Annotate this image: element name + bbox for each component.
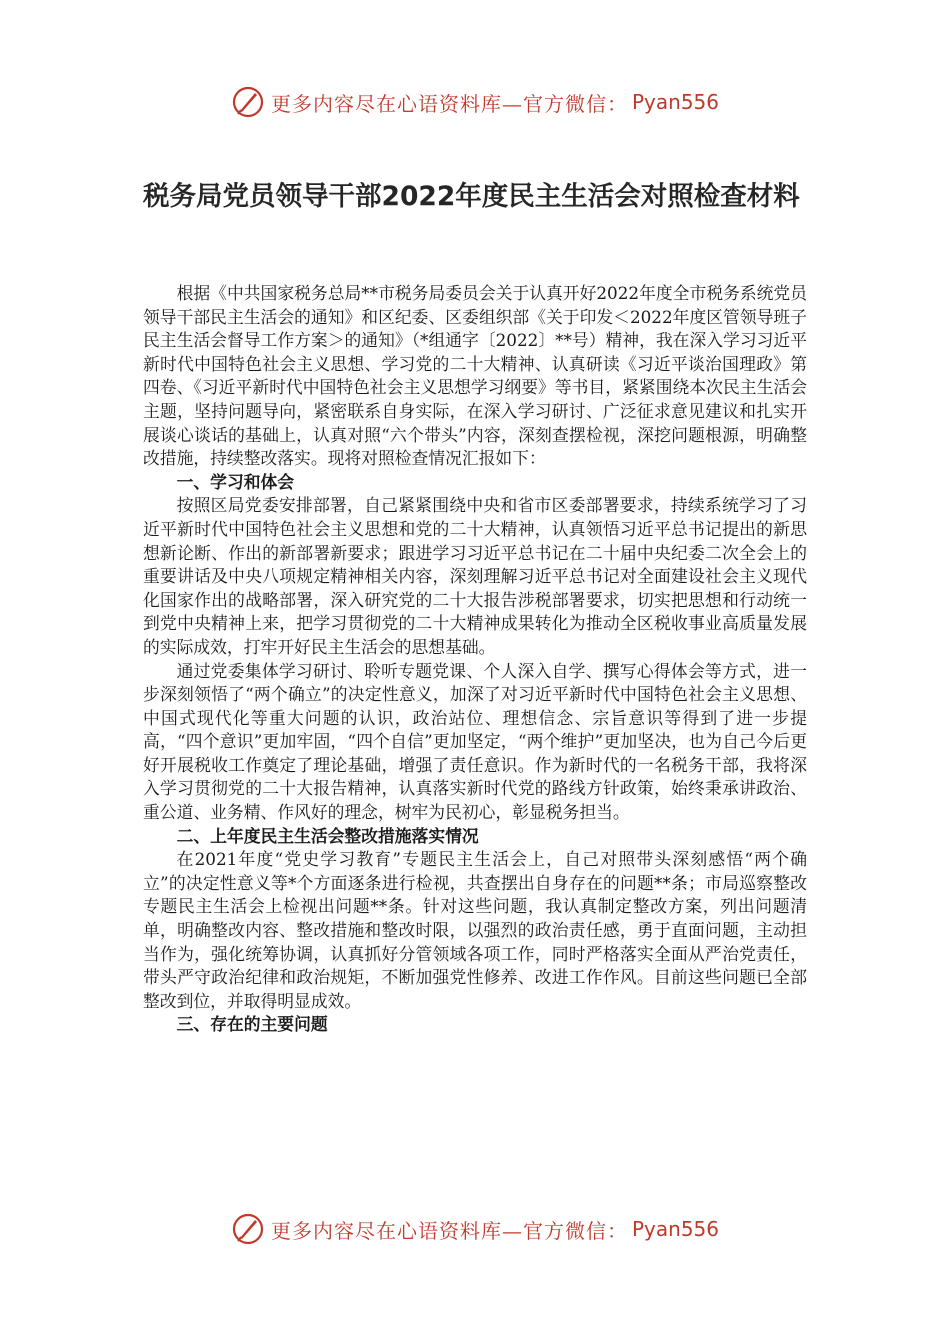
document-body <box>143 282 807 1037</box>
wechat-id: Pyan556 <box>631 90 719 114</box>
section-heading: 三、存在的主要问题 <box>176 1014 328 1035</box>
section-paragraph: 在2021年度“党史学习教育”专题民主生活会上，自己对照带头深刻感悟“两个确立”的决定性意义等*个方面逐条进行检视，共查摆出自身存在的问题**条；市局巡察整改专题民主生活会上检视出问题**条。针对这些问题，我认真制定整改方案，列出问题清单，明确整改内容、整改措施和整改时限，以强烈的政治责任感，勇于直面问题，主动担当作为，强化统筹协调，认真抓好分管领域各项工作，同时严格落实全面从严治党责任，带头严守政治纪律和政治规矩，不断加强党性修养、改进工作作风。目前这些问题已全部整改到位，并取得明显成效。 <box>143 849 807 1011</box>
intro-paragraph: 根据《中共国家税务总局**市税务局委员会关于认真开好2022年度全市税务系统党员领导干部民主生活会的通知》和区纪委、区委组织部《关于印发＜2022年度区管领导班子民主生活会督导工作方案＞的通知》（*组通字〔2022〕**号）精神，我在深入学习习近平新时代中国特色社会主义思想、学习党的二十大精神、认真研读《习近平谈治国理政》第四卷、《习近平新时代中国特色社会主义思想学习纲要》等书目，紧紧围绕本次民主生活会主题，坚持问题导向，紧密联系自身实际，在深入学习研讨、广泛征求意见建议和扎实开展谈心谈话的基础上，认真对照“六个带头”内容，深刻查摆检视，深挖问题根源，明确整改措施，持续整改落实。现将对照检查情况汇报如下： <box>143 283 807 469</box>
quill-logo-icon <box>231 1212 265 1246</box>
watermark-banner-top <box>0 82 950 122</box>
document-title: 税务局党员领导干部2022年度民主生活会对照检查材料 <box>143 181 800 212</box>
watermark-text: 更多内容尽在心语资料库—官方微信： <box>270 91 628 116</box>
watermark-banner-bottom <box>0 1209 950 1249</box>
wechat-id: Pyan556 <box>631 1217 719 1241</box>
section-heading: 一、学习和体会 <box>176 471 295 492</box>
section-paragraph: 通过党委集体学习研讨、聆听专题党课、个人深入自学、撰写心得体会等方式，进一步深刻领悟了“两个确立”的决定性意义，加深了对习近平新时代中国特色社会主义思想、中国式现代化等重大问题的认识，政治站位、理想信念、宗旨意识等得到了进一步提高，“四个意识”更加牢固，“四个自信”更加坚定，“两个维护”更加坚决，也为自己今后更好开展税收工作奠定了理论基础，增强了责任意识。作为新时代的一名税务干部，我将深入学习贯彻党的二十大报告精神，认真落实新时代党的路线方针政策，始终秉承讲政治、重公道、业务精、作风好的理念，树牢为民初心，彰显税务担当。 <box>143 660 807 823</box>
section-heading: 二、上年度民主生活会整改措施落实情况 <box>176 825 479 846</box>
watermark-text: 更多内容尽在心语资料库—官方微信： <box>270 1218 628 1243</box>
quill-logo-icon <box>231 85 265 119</box>
section-paragraph: 按照区局党委安排部署，自己紧紧围绕中央和省市区委部署要求，持续系统学习了习近平新时代中国特色社会主义思想和党的二十大精神，认真领悟习近平总书记提出的新思想新论断、作出的新部署新要求；跟进学习习近平总书记在二十届中央纪委二次全会上的重要讲话及中央八项规定精神相关内容，深刻理解习近平总书记对全面建设社会主义现代化国家作出的战略部署，深入研究党的二十大报告涉税部署要求，切实把思想和行动统一到党中央精神上来，把学习贯彻党的二十大精神成果转化为推动全区税收事业高质量发展的实际成效，打牢开好民主生活会的思想基础。 <box>143 495 807 657</box>
